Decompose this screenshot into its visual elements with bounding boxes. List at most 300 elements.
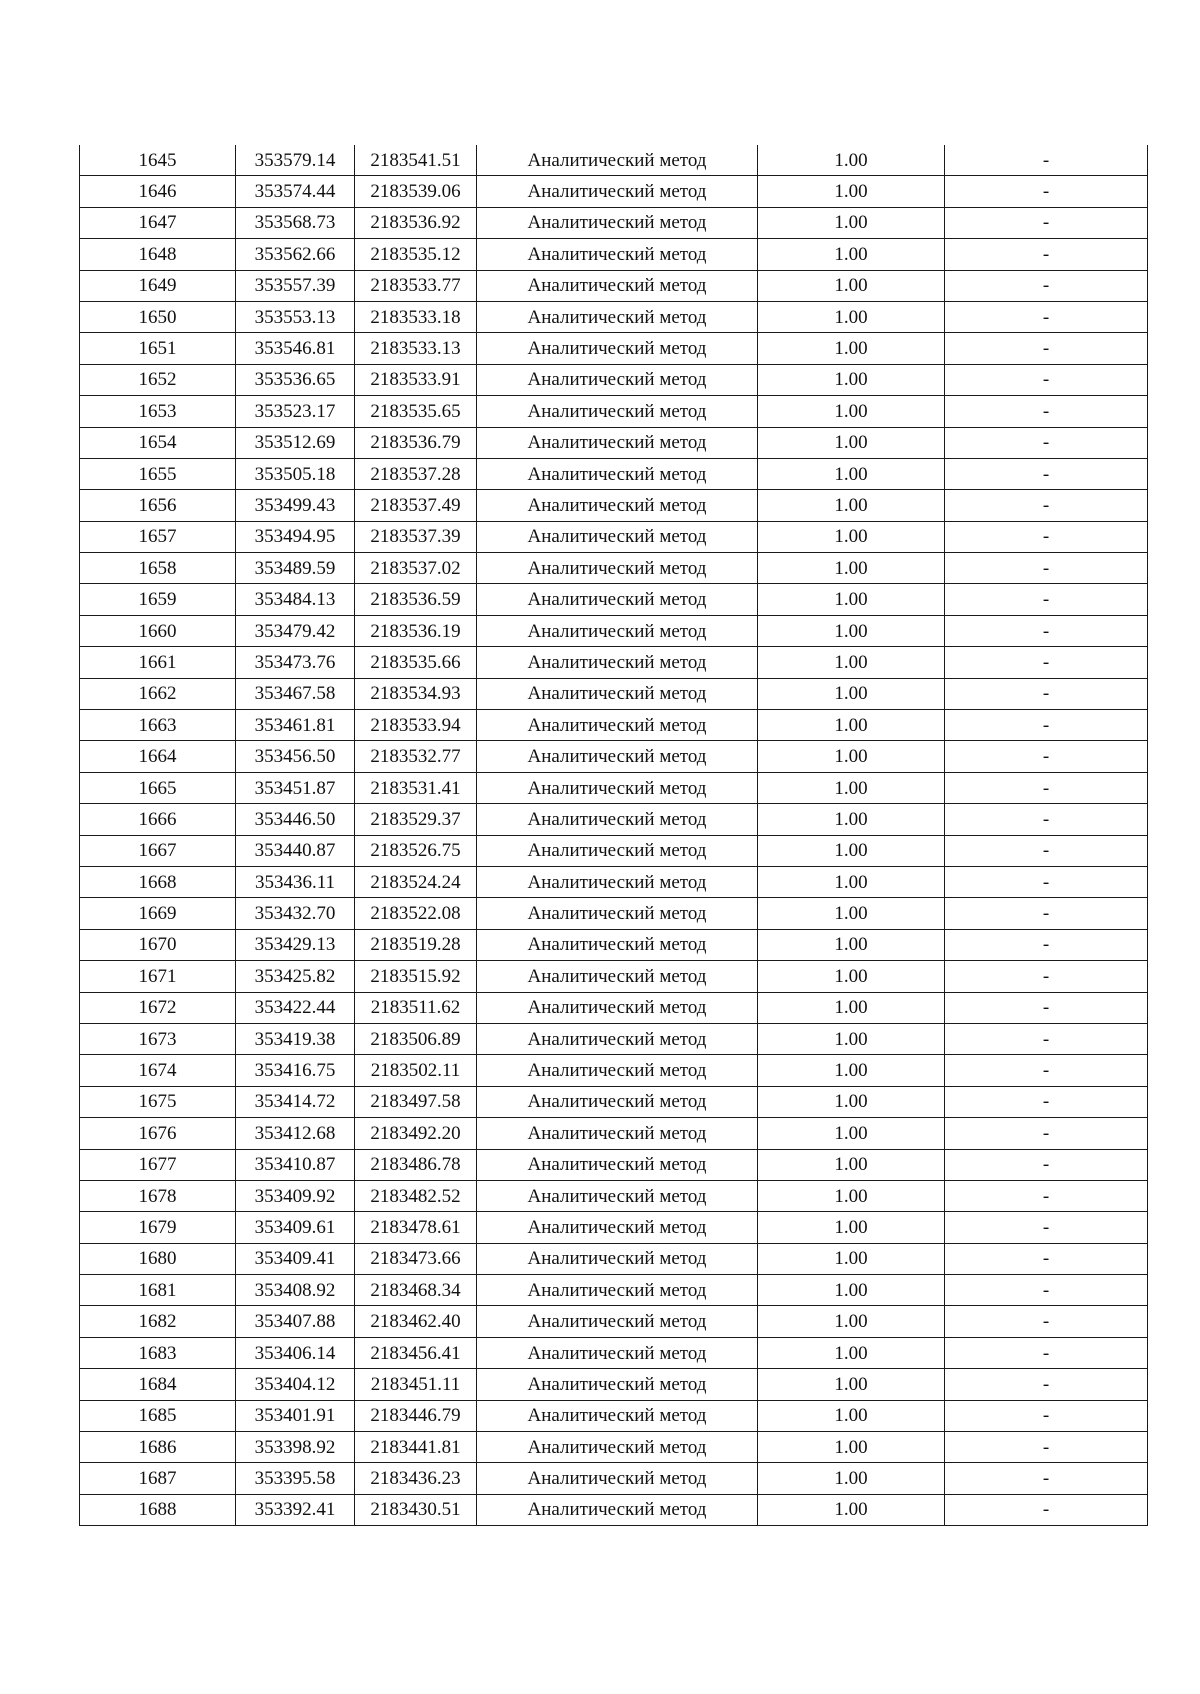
y-coordinate-cell: 2183539.06 [355,176,477,207]
method-cell: Аналитический метод [477,427,758,458]
x-coordinate-cell: 353425.82 [236,961,355,992]
x-coordinate-cell: 353494.95 [236,521,355,552]
y-coordinate-cell: 2183541.51 [355,145,477,176]
description-cell: - [945,866,1148,897]
x-coordinate-cell: 353432.70 [236,898,355,929]
x-coordinate-cell: 353467.58 [236,678,355,709]
x-coordinate-cell: 353412.68 [236,1118,355,1149]
method-cell: Аналитический метод [477,1149,758,1180]
x-coordinate-cell: 353410.87 [236,1149,355,1180]
y-coordinate-cell: 2183537.02 [355,553,477,584]
table-row [80,1180,1148,1211]
point-number-cell: 1670 [80,929,236,960]
x-coordinate-cell: 353429.13 [236,929,355,960]
table-row [80,270,1148,301]
x-coordinate-cell: 353446.50 [236,804,355,835]
point-number-cell: 1688 [80,1494,236,1525]
description-cell: - [945,427,1148,458]
accuracy-cell: 1.00 [758,427,945,458]
point-number-cell: 1683 [80,1337,236,1368]
table-row [80,364,1148,395]
x-coordinate-cell: 353401.91 [236,1400,355,1431]
x-coordinate-cell: 353409.41 [236,1243,355,1274]
table-row [80,1275,1148,1306]
method-cell: Аналитический метод [477,835,758,866]
y-coordinate-cell: 2183456.41 [355,1337,477,1368]
description-cell: - [945,772,1148,803]
method-cell: Аналитический метод [477,301,758,332]
y-coordinate-cell: 2183533.18 [355,301,477,332]
description-cell: - [945,396,1148,427]
x-coordinate-cell: 353505.18 [236,458,355,489]
y-coordinate-cell: 2183468.34 [355,1275,477,1306]
point-number-cell: 1658 [80,553,236,584]
x-coordinate-cell: 353479.42 [236,615,355,646]
y-coordinate-cell: 2183526.75 [355,835,477,866]
table-row [80,301,1148,332]
point-number-cell: 1668 [80,866,236,897]
table-row [80,1023,1148,1054]
x-coordinate-cell: 353562.66 [236,239,355,270]
accuracy-cell: 1.00 [758,1337,945,1368]
accuracy-cell: 1.00 [758,1118,945,1149]
coordinates-table [79,145,1148,1526]
accuracy-cell: 1.00 [758,396,945,427]
y-coordinate-cell: 2183497.58 [355,1086,477,1117]
x-coordinate-cell: 353553.13 [236,301,355,332]
table-row [80,145,1148,176]
accuracy-cell: 1.00 [758,961,945,992]
table-row [80,521,1148,552]
accuracy-cell: 1.00 [758,1212,945,1243]
accuracy-cell: 1.00 [758,647,945,678]
accuracy-cell: 1.00 [758,521,945,552]
table-row [80,961,1148,992]
point-number-cell: 1651 [80,333,236,364]
accuracy-cell: 1.00 [758,1149,945,1180]
x-coordinate-cell: 353546.81 [236,333,355,364]
y-coordinate-cell: 2183511.62 [355,992,477,1023]
x-coordinate-cell: 353395.58 [236,1463,355,1494]
table-row [80,710,1148,741]
x-coordinate-cell: 353568.73 [236,207,355,238]
method-cell: Аналитический метод [477,615,758,646]
accuracy-cell: 1.00 [758,710,945,741]
description-cell: - [945,1243,1148,1274]
table-row [80,427,1148,458]
table-row [80,866,1148,897]
method-cell: Аналитический метод [477,1180,758,1211]
y-coordinate-cell: 2183522.08 [355,898,477,929]
accuracy-cell: 1.00 [758,1055,945,1086]
method-cell: Аналитический метод [477,207,758,238]
x-coordinate-cell: 353436.11 [236,866,355,897]
accuracy-cell: 1.00 [758,804,945,835]
description-cell: - [945,1118,1148,1149]
method-cell: Аналитический метод [477,145,758,176]
description-cell: - [945,1400,1148,1431]
accuracy-cell: 1.00 [758,1463,945,1494]
description-cell: - [945,145,1148,176]
description-cell: - [945,207,1148,238]
accuracy-cell: 1.00 [758,490,945,521]
x-coordinate-cell: 353414.72 [236,1086,355,1117]
method-cell: Аналитический метод [477,710,758,741]
method-cell: Аналитический метод [477,866,758,897]
y-coordinate-cell: 2183533.91 [355,364,477,395]
method-cell: Аналитический метод [477,1337,758,1368]
method-cell: Аналитический метод [477,1369,758,1400]
table-row [80,647,1148,678]
point-number-cell: 1671 [80,961,236,992]
table-row [80,176,1148,207]
point-number-cell: 1659 [80,584,236,615]
point-number-cell: 1665 [80,772,236,803]
description-cell: - [945,333,1148,364]
point-number-cell: 1652 [80,364,236,395]
accuracy-cell: 1.00 [758,207,945,238]
accuracy-cell: 1.00 [758,176,945,207]
description-cell: - [945,898,1148,929]
y-coordinate-cell: 2183436.23 [355,1463,477,1494]
x-coordinate-cell: 353499.43 [236,490,355,521]
method-cell: Аналитический метод [477,1306,758,1337]
y-coordinate-cell: 2183430.51 [355,1494,477,1525]
method-cell: Аналитический метод [477,1086,758,1117]
description-cell: - [945,1180,1148,1211]
point-number-cell: 1646 [80,176,236,207]
accuracy-cell: 1.00 [758,333,945,364]
description-cell: - [945,1463,1148,1494]
description-cell: - [945,301,1148,332]
method-cell: Аналитический метод [477,1463,758,1494]
x-coordinate-cell: 353557.39 [236,270,355,301]
table-row [80,929,1148,960]
table-row [80,1400,1148,1431]
table-row [80,678,1148,709]
description-cell: - [945,961,1148,992]
description-cell: - [945,521,1148,552]
description-cell: - [945,804,1148,835]
method-cell: Аналитический метод [477,1275,758,1306]
accuracy-cell: 1.00 [758,1494,945,1525]
x-coordinate-cell: 353489.59 [236,553,355,584]
point-number-cell: 1648 [80,239,236,270]
description-cell: - [945,1086,1148,1117]
x-coordinate-cell: 353512.69 [236,427,355,458]
point-number-cell: 1662 [80,678,236,709]
y-coordinate-cell: 2183529.37 [355,804,477,835]
y-coordinate-cell: 2183537.49 [355,490,477,521]
y-coordinate-cell: 2183534.93 [355,678,477,709]
y-coordinate-cell: 2183519.28 [355,929,477,960]
description-cell: - [945,584,1148,615]
point-number-cell: 1669 [80,898,236,929]
table-row [80,207,1148,238]
accuracy-cell: 1.00 [758,615,945,646]
description-cell: - [945,1212,1148,1243]
description-cell: - [945,239,1148,270]
x-coordinate-cell: 353440.87 [236,835,355,866]
accuracy-cell: 1.00 [758,1086,945,1117]
x-coordinate-cell: 353456.50 [236,741,355,772]
accuracy-cell: 1.00 [758,364,945,395]
y-coordinate-cell: 2183535.66 [355,647,477,678]
point-number-cell: 1663 [80,710,236,741]
method-cell: Аналитический метод [477,553,758,584]
accuracy-cell: 1.00 [758,301,945,332]
table-row [80,396,1148,427]
point-number-cell: 1679 [80,1212,236,1243]
y-coordinate-cell: 2183533.77 [355,270,477,301]
method-cell: Аналитический метод [477,1400,758,1431]
description-cell: - [945,458,1148,489]
y-coordinate-cell: 2183515.92 [355,961,477,992]
method-cell: Аналитический метод [477,239,758,270]
method-cell: Аналитический метод [477,1243,758,1274]
method-cell: Аналитический метод [477,176,758,207]
x-coordinate-cell: 353461.81 [236,710,355,741]
accuracy-cell: 1.00 [758,270,945,301]
x-coordinate-cell: 353416.75 [236,1055,355,1086]
accuracy-cell: 1.00 [758,678,945,709]
accuracy-cell: 1.00 [758,553,945,584]
table-row [80,1118,1148,1149]
y-coordinate-cell: 2183482.52 [355,1180,477,1211]
x-coordinate-cell: 353419.38 [236,1023,355,1054]
point-number-cell: 1654 [80,427,236,458]
accuracy-cell: 1.00 [758,1023,945,1054]
accuracy-cell: 1.00 [758,584,945,615]
point-number-cell: 1677 [80,1149,236,1180]
x-coordinate-cell: 353409.92 [236,1180,355,1211]
method-cell: Аналитический метод [477,490,758,521]
x-coordinate-cell: 353484.13 [236,584,355,615]
accuracy-cell: 1.00 [758,1180,945,1211]
description-cell: - [945,647,1148,678]
table-row [80,239,1148,270]
accuracy-cell: 1.00 [758,1432,945,1463]
description-cell: - [945,270,1148,301]
y-coordinate-cell: 2183535.65 [355,396,477,427]
method-cell: Аналитический метод [477,521,758,552]
description-cell: - [945,1306,1148,1337]
method-cell: Аналитический метод [477,1432,758,1463]
x-coordinate-cell: 353579.14 [236,145,355,176]
description-cell: - [945,992,1148,1023]
accuracy-cell: 1.00 [758,866,945,897]
accuracy-cell: 1.00 [758,1243,945,1274]
description-cell: - [945,176,1148,207]
y-coordinate-cell: 2183486.78 [355,1149,477,1180]
accuracy-cell: 1.00 [758,1275,945,1306]
point-number-cell: 1685 [80,1400,236,1431]
y-coordinate-cell: 2183451.11 [355,1369,477,1400]
accuracy-cell: 1.00 [758,929,945,960]
table-row [80,553,1148,584]
method-cell: Аналитический метод [477,772,758,803]
point-number-cell: 1647 [80,207,236,238]
table-row [80,1086,1148,1117]
method-cell: Аналитический метод [477,992,758,1023]
point-number-cell: 1661 [80,647,236,678]
description-cell: - [945,490,1148,521]
y-coordinate-cell: 2183478.61 [355,1212,477,1243]
coordinates-table-body [80,145,1148,1526]
accuracy-cell: 1.00 [758,835,945,866]
x-coordinate-cell: 353422.44 [236,992,355,1023]
x-coordinate-cell: 353392.41 [236,1494,355,1525]
method-cell: Аналитический метод [477,1212,758,1243]
table-row [80,1149,1148,1180]
x-coordinate-cell: 353536.65 [236,364,355,395]
point-number-cell: 1655 [80,458,236,489]
x-coordinate-cell: 353523.17 [236,396,355,427]
point-number-cell: 1664 [80,741,236,772]
method-cell: Аналитический метод [477,1118,758,1149]
description-cell: - [945,835,1148,866]
point-number-cell: 1650 [80,301,236,332]
accuracy-cell: 1.00 [758,239,945,270]
method-cell: Аналитический метод [477,1055,758,1086]
description-cell: - [945,678,1148,709]
description-cell: - [945,364,1148,395]
table-row [80,1494,1148,1525]
table-row [80,1369,1148,1400]
method-cell: Аналитический метод [477,270,758,301]
description-cell: - [945,710,1148,741]
table-row [80,804,1148,835]
table-row [80,490,1148,521]
table-row [80,1306,1148,1337]
y-coordinate-cell: 2183536.79 [355,427,477,458]
point-number-cell: 1657 [80,521,236,552]
table-row [80,741,1148,772]
description-cell: - [945,1369,1148,1400]
x-coordinate-cell: 353409.61 [236,1212,355,1243]
y-coordinate-cell: 2183446.79 [355,1400,477,1431]
point-number-cell: 1682 [80,1306,236,1337]
y-coordinate-cell: 2183532.77 [355,741,477,772]
method-cell: Аналитический метод [477,647,758,678]
x-coordinate-cell: 353398.92 [236,1432,355,1463]
method-cell: Аналитический метод [477,929,758,960]
accuracy-cell: 1.00 [758,772,945,803]
method-cell: Аналитический метод [477,364,758,395]
table-row [80,584,1148,615]
y-coordinate-cell: 2183473.66 [355,1243,477,1274]
x-coordinate-cell: 353451.87 [236,772,355,803]
y-coordinate-cell: 2183536.92 [355,207,477,238]
description-cell: - [945,1432,1148,1463]
description-cell: - [945,615,1148,646]
accuracy-cell: 1.00 [758,898,945,929]
table-row [80,835,1148,866]
description-cell: - [945,553,1148,584]
accuracy-cell: 1.00 [758,458,945,489]
point-number-cell: 1678 [80,1180,236,1211]
method-cell: Аналитический метод [477,678,758,709]
x-coordinate-cell: 353473.76 [236,647,355,678]
method-cell: Аналитический метод [477,804,758,835]
method-cell: Аналитический метод [477,1494,758,1525]
point-number-cell: 1649 [80,270,236,301]
x-coordinate-cell: 353574.44 [236,176,355,207]
y-coordinate-cell: 2183506.89 [355,1023,477,1054]
y-coordinate-cell: 2183502.11 [355,1055,477,1086]
table-row [80,1432,1148,1463]
method-cell: Аналитический метод [477,333,758,364]
y-coordinate-cell: 2183535.12 [355,239,477,270]
table-row [80,992,1148,1023]
point-number-cell: 1672 [80,992,236,1023]
point-number-cell: 1656 [80,490,236,521]
table-row [80,1243,1148,1274]
point-number-cell: 1667 [80,835,236,866]
y-coordinate-cell: 2183537.39 [355,521,477,552]
table-row [80,1463,1148,1494]
x-coordinate-cell: 353406.14 [236,1337,355,1368]
description-cell: - [945,1275,1148,1306]
point-number-cell: 1660 [80,615,236,646]
point-number-cell: 1653 [80,396,236,427]
point-number-cell: 1684 [80,1369,236,1400]
table-row [80,1337,1148,1368]
method-cell: Аналитический метод [477,584,758,615]
description-cell: - [945,1149,1148,1180]
y-coordinate-cell: 2183441.81 [355,1432,477,1463]
description-cell: - [945,1337,1148,1368]
description-cell: - [945,741,1148,772]
table-row [80,898,1148,929]
method-cell: Аналитический метод [477,1023,758,1054]
table-row [80,458,1148,489]
point-number-cell: 1675 [80,1086,236,1117]
table-row [80,333,1148,364]
accuracy-cell: 1.00 [758,1400,945,1431]
x-coordinate-cell: 353408.92 [236,1275,355,1306]
y-coordinate-cell: 2183531.41 [355,772,477,803]
point-number-cell: 1674 [80,1055,236,1086]
method-cell: Аналитический метод [477,961,758,992]
accuracy-cell: 1.00 [758,992,945,1023]
y-coordinate-cell: 2183524.24 [355,866,477,897]
y-coordinate-cell: 2183492.20 [355,1118,477,1149]
y-coordinate-cell: 2183533.94 [355,710,477,741]
accuracy-cell: 1.00 [758,145,945,176]
y-coordinate-cell: 2183536.19 [355,615,477,646]
y-coordinate-cell: 2183462.40 [355,1306,477,1337]
point-number-cell: 1687 [80,1463,236,1494]
x-coordinate-cell: 353407.88 [236,1306,355,1337]
accuracy-cell: 1.00 [758,1306,945,1337]
description-cell: - [945,1023,1148,1054]
point-number-cell: 1645 [80,145,236,176]
point-number-cell: 1681 [80,1275,236,1306]
point-number-cell: 1686 [80,1432,236,1463]
point-number-cell: 1666 [80,804,236,835]
description-cell: - [945,1494,1148,1525]
method-cell: Аналитический метод [477,898,758,929]
accuracy-cell: 1.00 [758,741,945,772]
y-coordinate-cell: 2183537.28 [355,458,477,489]
method-cell: Аналитический метод [477,458,758,489]
point-number-cell: 1673 [80,1023,236,1054]
point-number-cell: 1676 [80,1118,236,1149]
description-cell: - [945,929,1148,960]
table-row [80,1212,1148,1243]
table-row [80,772,1148,803]
